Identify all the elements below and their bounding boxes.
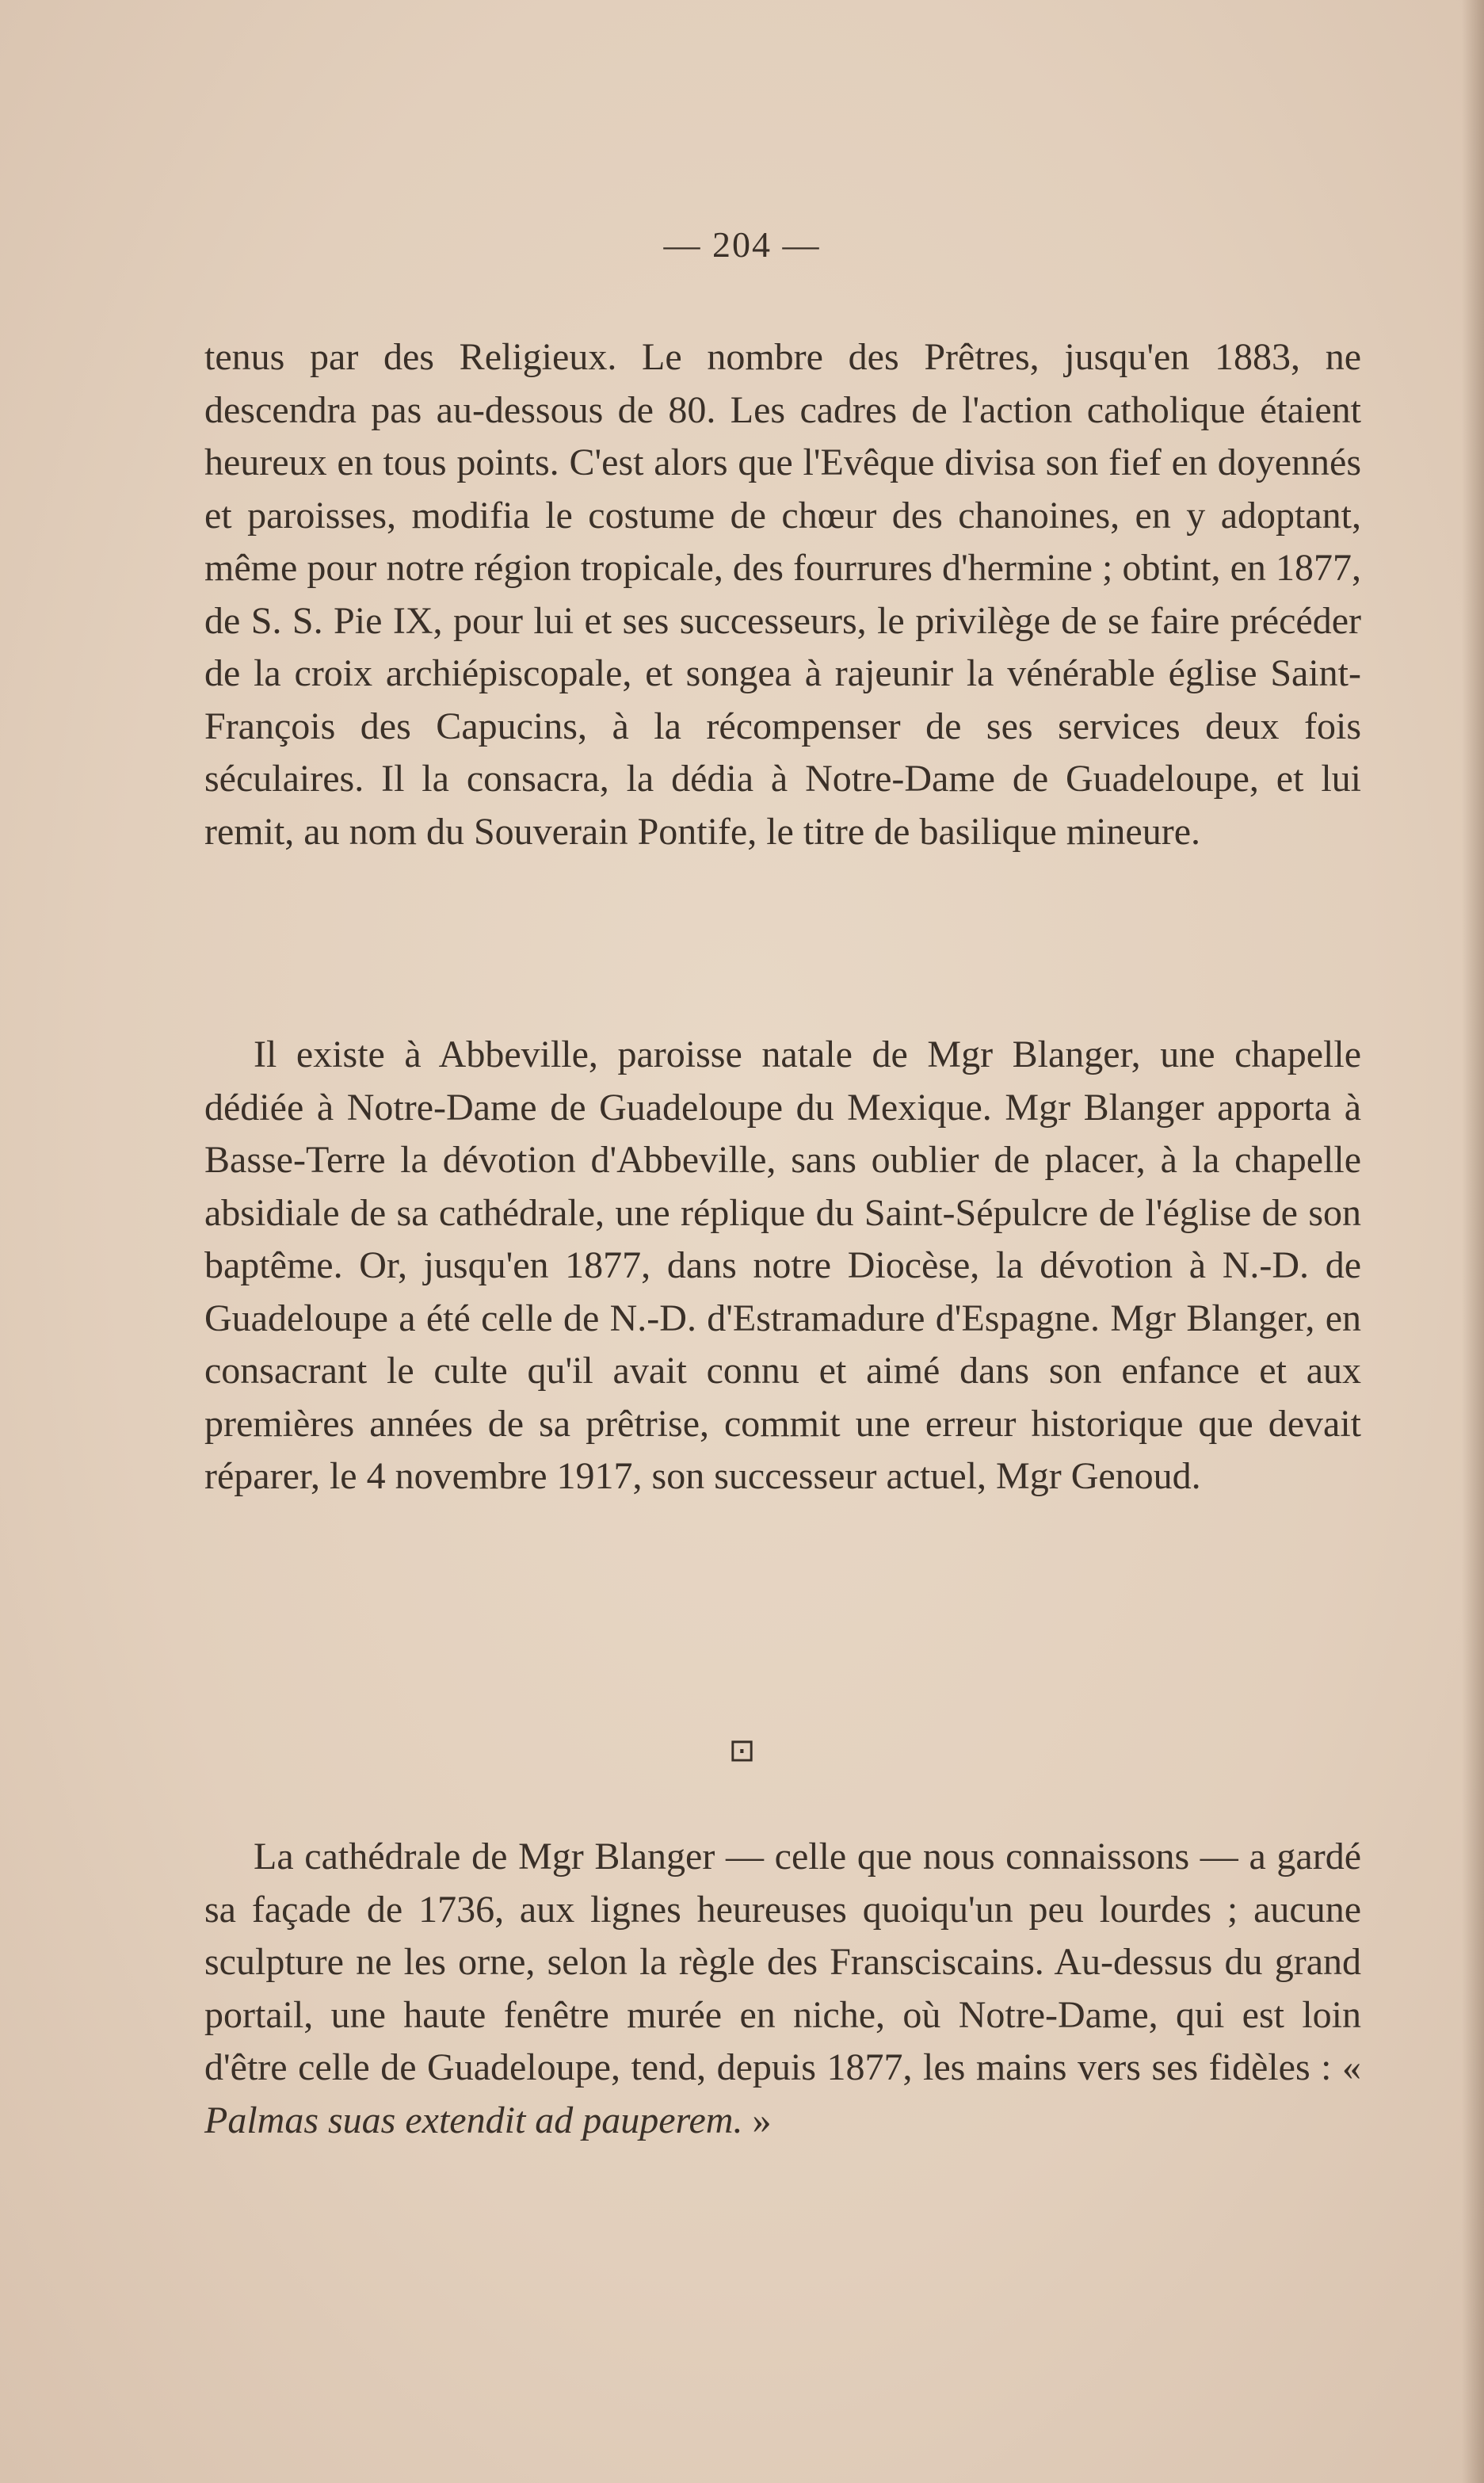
section-separator-icon: ⊡ (728, 1732, 756, 1769)
paragraph-3 (204, 1831, 1361, 2147)
latin-quote: Palmas suas extendit ad pauperem. (204, 2099, 743, 2141)
paragraph-1: tenus par des Religieux. Le nombre des Prêtres, jusqu'en 1883, ne descendra pas au-dessous de 80. Les cadres de l'action catholique étaient heureux en tous points. C'est alors que l'Evêque divisa son fief en doyennés et paroisses, modifia le costume de chœur des chanoines, en y adoptant, même pour notre région tropicale, des fourrures d'hermine ; obtint, en 1877, de S. S. Pie IX, pour lui et ses successeurs, le privilège de se faire précéder de la croix archiépiscopale, et songea à rajeunir la vénérable église Saint-François des Capucins, à la récompenser de ses services deux fois séculaires. Il la consacra, la dédia à Notre-Dame de Guadeloupe, et lui remit, au nom du Souverain Pontife, le titre de basilique mineure. (204, 336, 1361, 853)
text-block-1 (204, 331, 1361, 858)
text-block-2 (204, 1029, 1361, 1503)
text-block-3 (204, 1831, 1361, 2147)
page-edge-shadow (1462, 0, 1484, 2483)
paragraph-3-text: La cathédrale de Mgr Blanger — celle que nous connaissons — a gardé sa façade de 1736, aux lignes heureuses quoiqu'un peu lourdes ; aucune sculpture ne les orne, selon la règle des Fransciscains. Au-dessus du grand portail, une haute fenêtre murée en niche, où Notre-Dame, qui est loin d'être celle de Guadeloupe, tend, depuis 1877, les mains vers ses fidèles : « (204, 1836, 1361, 2088)
paragraph-2: Il existe à Abbeville, paroisse natale de Mgr Blanger, une chapelle dédiée à Notre-Dame de Guadeloupe du Mexique. Mgr Blanger apporta à Basse-Terre la dévotion d'Abbeville, sans oublier de placer, à la chapelle absidiale de sa cathédrale, une réplique du Saint-Sépulcre de l'église de son baptême. Or, jusqu'en 1877, dans notre Diocèse, la dévotion à N.-D. de Guadeloupe a été celle de N.-D. d'Estramadure d'Espagne. Mgr Blanger, en consacrant le culte qu'il avait connu et aimé dans son enfance et aux premières années de sa prêtrise, commit une erreur historique que devait réparer, le 4 novembre 1917, son successeur actuel, Mgr Genoud. (204, 1033, 1361, 1497)
paragraph-3-closing: » (742, 2099, 772, 2141)
page-number: — 204 — (663, 224, 821, 265)
